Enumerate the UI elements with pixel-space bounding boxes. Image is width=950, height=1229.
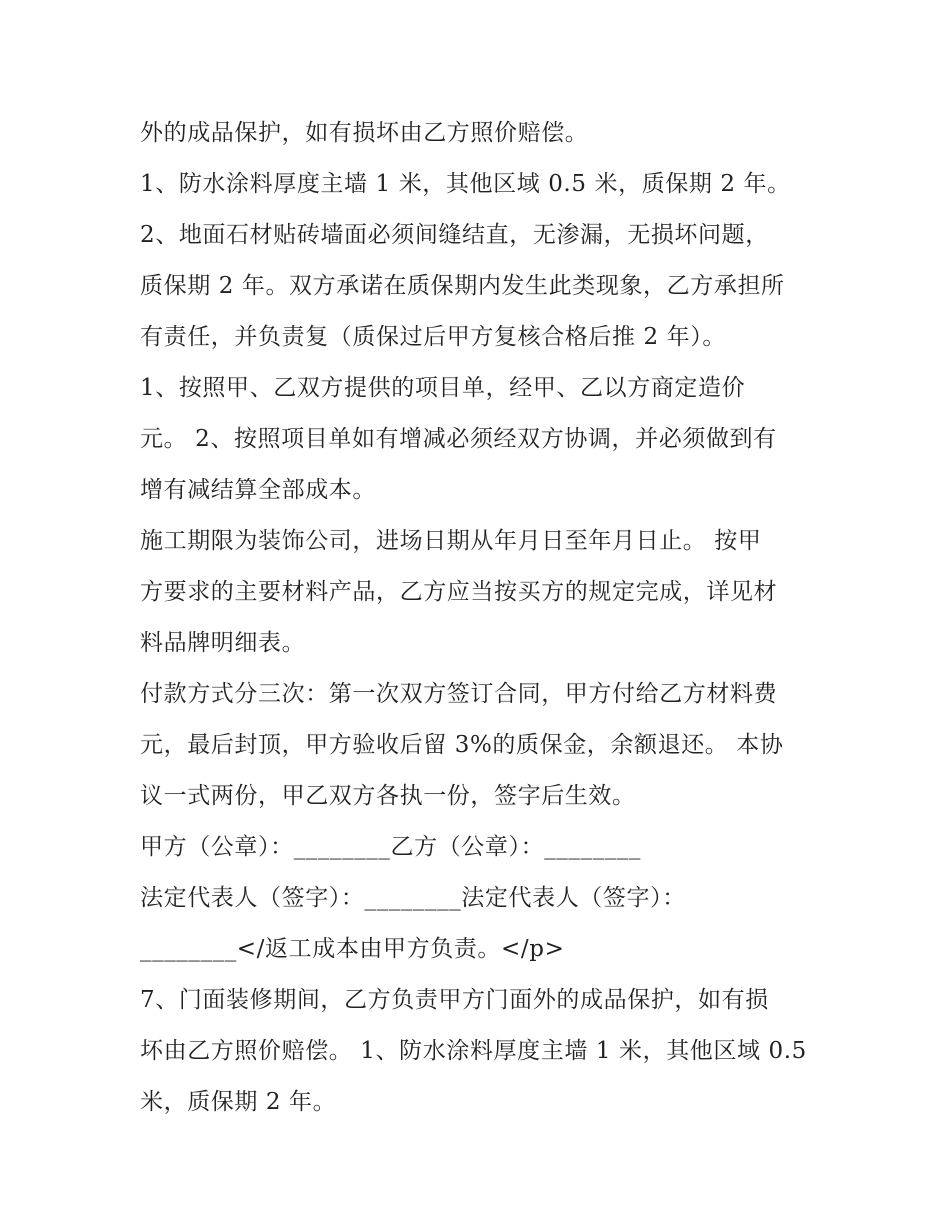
text-line: 元，最后封顶，甲方验收后留 3%的质保金，余额退还。 本协 xyxy=(140,732,784,758)
signature-line: 法定代表人（签字）：________法定代表人（签字）： xyxy=(140,885,686,911)
text-line: 坏由乙方照价赔偿。 1、防水涂料厚度主墙 1 米，其他区域 0.5 xyxy=(140,1038,807,1064)
text-line: 2、地面石材贴砖墙面必须间缝结直，无渗漏，无损坏问题， xyxy=(140,222,769,248)
text-line: 1、按照甲、乙双方提供的项目单，经甲、乙以方商定造价 xyxy=(140,375,746,401)
text-line: 料品牌明细表。 xyxy=(140,630,306,656)
text-line: 米，质保期 2 年。 xyxy=(140,1089,337,1115)
text-line: 7、门面装修期间，乙方负责甲方门面外的成品保护，如有损 xyxy=(140,987,769,1013)
text-line: 外的成品保护，如有损坏由乙方照价赔偿。 xyxy=(140,120,589,146)
text-line: 议一式两份，甲乙双方各执一份，签字后生效。 xyxy=(140,783,636,809)
text-line: 施工期限为装饰公司，进场日期从年月日至年月日止。 按甲 xyxy=(140,528,762,554)
text-line: 增有减结算全部成本。 xyxy=(140,477,376,503)
text-line: 1、防水涂料厚度主墙 1 米，其他区域 0.5 米，质保期 2 年。 xyxy=(140,171,791,197)
text-line: 元。 2、按照项目单如有增减必须经双方协调，并必须做到有 xyxy=(140,426,777,452)
signature-line: ________</返工成本由甲方负责。</p> xyxy=(140,936,565,962)
document-body xyxy=(140,108,830,1128)
text-line: 有责任，并负责复（质保过后甲方复核合格后推 2 年）。 xyxy=(140,324,726,350)
text-line: 质保期 2 年。双方承诺在质保期内发生此类现象，乙方承担所 xyxy=(140,273,785,299)
text-line: 付款方式分三次：第一次双方签订合同，甲方付给乙方材料费 xyxy=(140,681,778,707)
text-line: 方要求的主要材料产品，乙方应当按买方的规定完成，详见材 xyxy=(140,579,778,605)
signature-line: 甲方（公章）：________乙方（公章）：________ xyxy=(140,834,641,860)
